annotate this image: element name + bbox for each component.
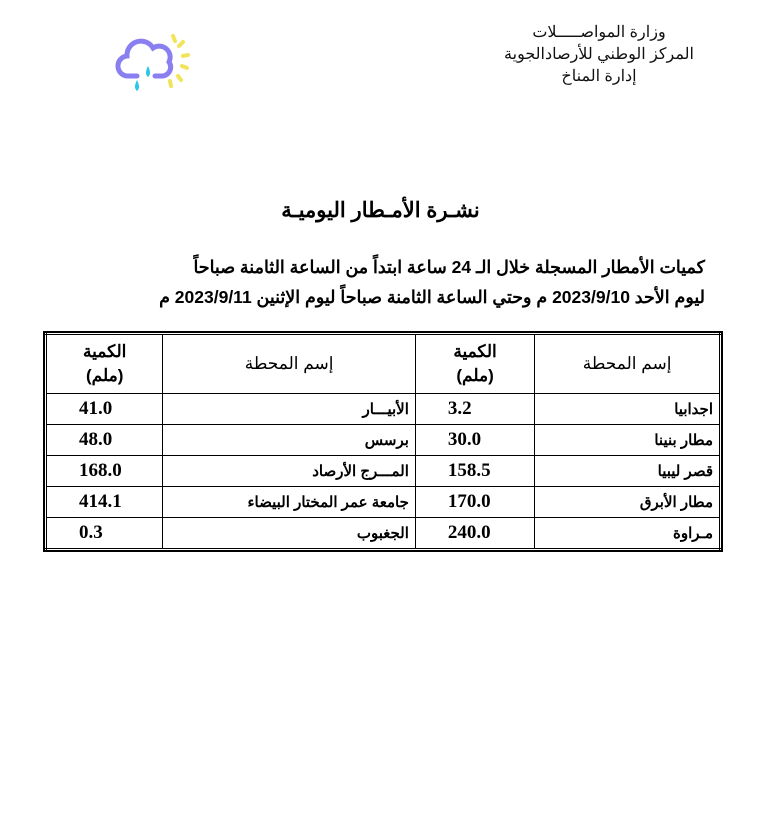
- rainfall-amount: 3.2: [415, 394, 534, 425]
- station-name: جامعة عمر المختار البيضاء: [163, 487, 416, 518]
- cloud-rain-sun-icon: [115, 28, 195, 96]
- rainfall-amount: 0.3: [46, 518, 163, 550]
- amount-header: [415, 334, 534, 394]
- subtitle-line-1: كميات الأمطار المسجلة خلال الـ 24 ساعة ابتداً من الساعة الثامنة صباحاً: [193, 257, 705, 277]
- table-row: [46, 394, 721, 425]
- rainfall-amount: 414.1: [46, 487, 163, 518]
- table-row: [46, 456, 721, 487]
- rainfall-amount: 170.0: [415, 487, 534, 518]
- bulletin-subtitle: [45, 252, 705, 312]
- center-name: المركز الوطني للأرصادالجوية: [504, 46, 694, 63]
- station-name: مـراوة: [535, 518, 721, 550]
- station-header: إسم المحطة: [535, 334, 721, 394]
- station-name: المـــرج الأرصاد: [163, 456, 416, 487]
- station-name: الأبيـــار: [163, 394, 416, 425]
- amount-header-label: الكمية: [453, 342, 497, 361]
- station-name: مطار الأبرق: [535, 487, 721, 518]
- station-name: الجغبوب: [163, 518, 416, 550]
- amount-header-unit: (ملم): [86, 366, 124, 385]
- table-row: [46, 518, 721, 550]
- department-name: إدارة المناخ: [561, 68, 637, 85]
- rainfall-amount: 158.5: [415, 456, 534, 487]
- amount-header-label: الكمية: [83, 342, 127, 361]
- rainfall-amount: 30.0: [415, 425, 534, 456]
- station-name: قصر ليبيا: [535, 456, 721, 487]
- station-header: إسم المحطة: [163, 334, 416, 394]
- station-name: مطار بنينا: [535, 425, 721, 456]
- ministry-name: وزارة المواصـــــلات: [532, 24, 666, 41]
- rainfall-amount: 168.0: [46, 456, 163, 487]
- table-row: [46, 425, 721, 456]
- bulletin-title: نشـرة الأمـطار اليوميـة: [281, 199, 480, 222]
- rainfall-amount: 48.0: [46, 425, 163, 456]
- table-header-row: [46, 334, 721, 394]
- rainfall-table: [44, 332, 722, 551]
- subtitle-line-2: ليوم الأحد 2023/9/10 م وحتي الساعة الثامنة صباحاً ليوم الإثنين 2023/9/11 م: [159, 287, 705, 307]
- station-name: برسس: [163, 425, 416, 456]
- org-header: [469, 22, 729, 88]
- rainfall-amount: 41.0: [46, 394, 163, 425]
- amount-header: [46, 334, 163, 394]
- station-name: اجدابيا: [535, 394, 721, 425]
- table-row: [46, 487, 721, 518]
- amount-header-unit: (ملم): [456, 366, 494, 385]
- rainfall-amount: 240.0: [415, 518, 534, 550]
